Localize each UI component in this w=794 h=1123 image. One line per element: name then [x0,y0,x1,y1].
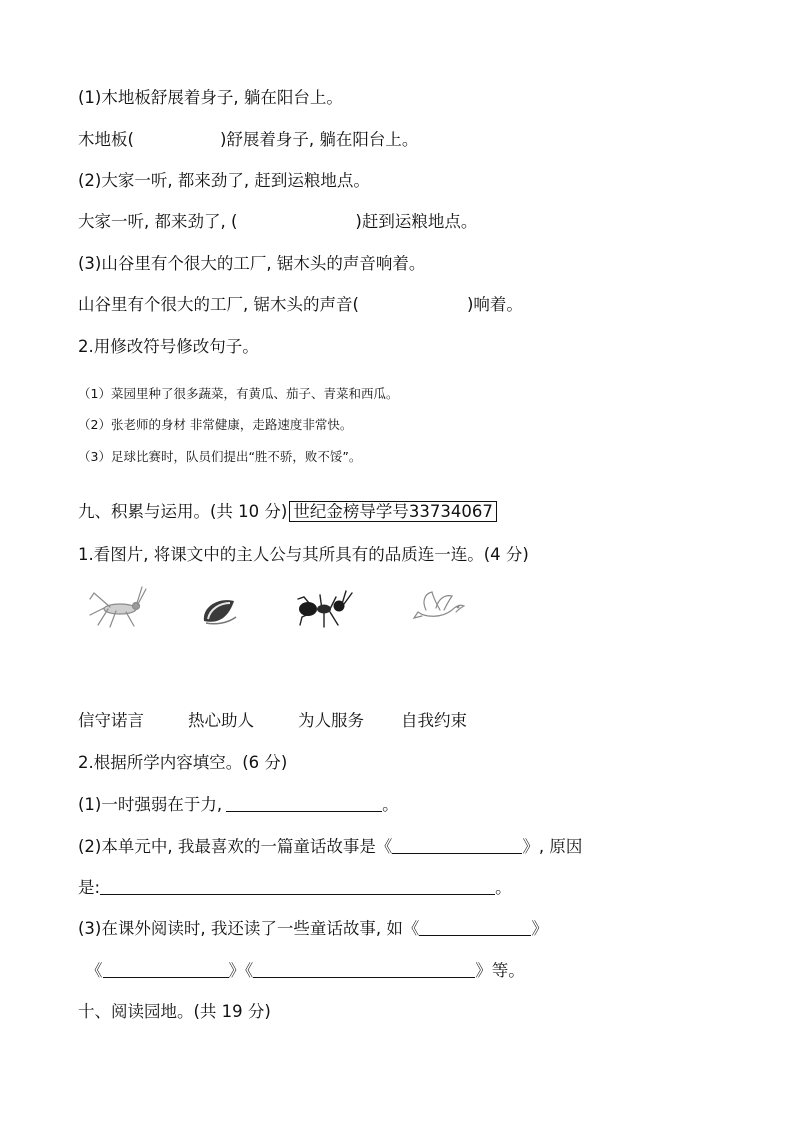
fill-2-suffix: )赶到运粮地点。 [355,212,478,231]
fill-line-1: (1)一时强弱在于力, 。 [78,795,399,814]
question-9-2: 2.根据所学内容填空。(6 分) [78,753,288,772]
answer-blank-2[interactable] [392,837,522,854]
modify-item-1: （1）菜园里种了很多蔬菜，有黄瓜、茄子、青菜和西瓜。 [78,386,399,401]
answer-blank-reason[interactable] [100,878,495,895]
sentence-1-fill [78,129,418,151]
section-9-title [78,501,497,523]
quality-3: 为人服务 [298,711,364,730]
fill-2-prefix: 大家一听, 都来劲了, ( [78,212,238,231]
modify-item-3: （3）足球比赛时，队员们提出“胜不骄，败不馁”。 [78,449,362,464]
bird-icon [412,588,466,626]
quality-1: 信守诺言 [78,711,144,730]
quality-4: 自我约束 [401,711,467,730]
fill-line-2: (2)本单元中, 我最喜欢的一篇童话故事是《 》, 原因 [78,837,583,856]
modify-item-2: （2）张老师的身材 非常健康，走路速度非常快。 [78,417,353,432]
sentence-1: (1)木地板舒展着身子, 躺在阳台上。 [78,88,343,107]
sentence-3: (3)山谷里有个很大的工厂, 锯木头的声音响着。 [78,254,426,273]
sentence-2-fill [78,211,477,233]
ant-icon [294,587,354,631]
grasshopper-icon [86,585,152,629]
answer-blank-1[interactable] [226,795,382,812]
answer-blank-4[interactable] [103,961,229,978]
fill-line-2-reason: 是: 。 [78,878,512,897]
sentence-3-fill [78,294,523,316]
question-2-title: 2.用修改符号修改句子。 [78,337,259,356]
seed-icon [200,595,240,629]
section-9-heading: 九、积累与运用。(共 10 分) [78,502,288,521]
fill-line-3-more: 《 》《 》等。 [86,961,525,980]
fill-line-3: (3)在课外阅读时, 我还读了一些童话故事, 如《 》 [78,919,548,938]
fill-3-suffix: )响着。 [466,295,523,314]
sentence-2: (2)大家一听, 都来劲了, 赶到运粮地点。 [78,171,370,190]
qualities-row [78,710,467,732]
study-number-box: 世纪金榜导学号33734067 [289,501,496,522]
section-10-title: 十、阅读园地。(共 19 分) [78,1002,271,1021]
fill-3-prefix: 山谷里有个很大的工厂, 锯木头的声音( [78,295,359,314]
question-9-1: 1.看图片, 将课文中的主人公与其所具有的品质连一连。(4 分) [78,545,529,564]
fill-1-suffix: )舒展着身子, 躺在阳台上。 [219,130,419,149]
answer-blank-3[interactable] [419,919,531,936]
answer-blank-5[interactable] [253,961,475,978]
quality-2: 热心助人 [188,711,254,730]
fill-1-prefix: 木地板( [78,130,134,149]
